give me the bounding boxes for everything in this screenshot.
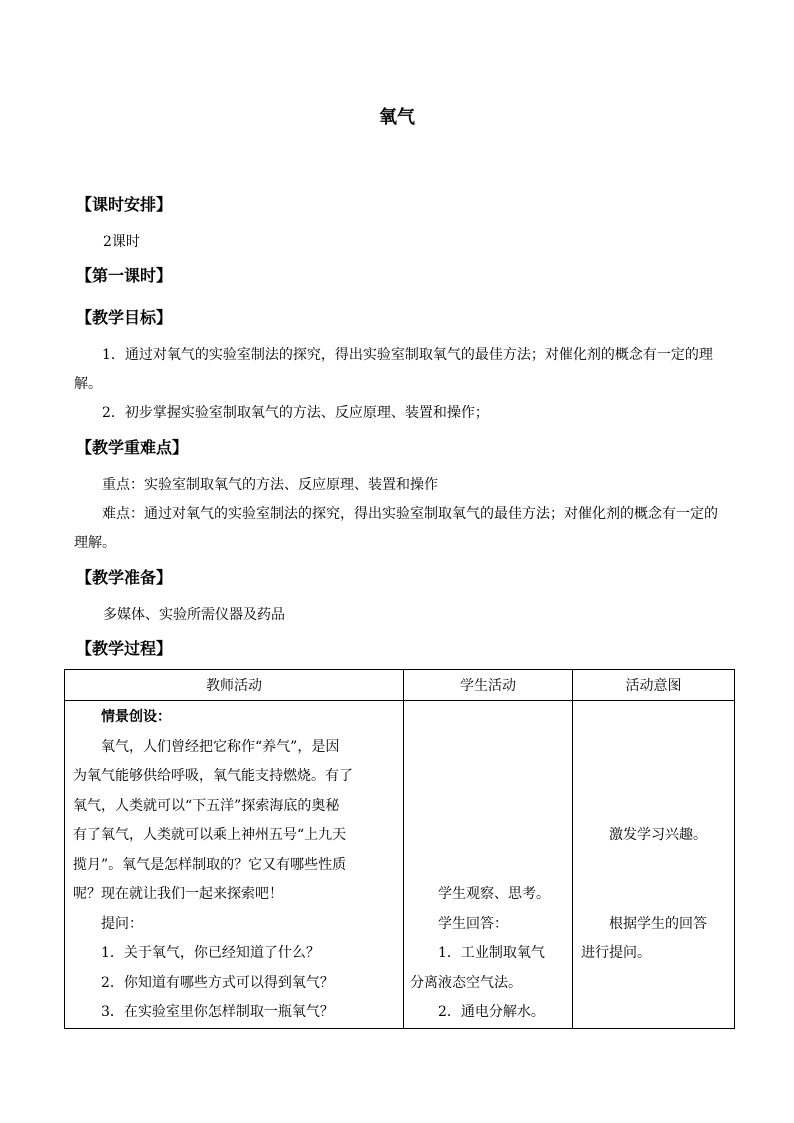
- spacer: [410, 703, 570, 880]
- spacer: [581, 703, 730, 821]
- scene-line: 有了氧气，人类就可以乘上神州五号“上九天: [73, 827, 347, 843]
- key-points-heading: 【教学重难点】: [76, 438, 189, 457]
- spacer: [581, 851, 730, 910]
- schedule-text: 2课时: [103, 234, 140, 250]
- scene-line: 揽月”。氧气是怎样制取的？它又有哪些性质: [73, 856, 347, 873]
- scene-label: 情景创设：: [101, 709, 171, 725]
- header-student: 学生活动: [404, 670, 573, 701]
- question-item: 1．关于氧气，你已经知道了什么？: [101, 945, 320, 961]
- page-title: 氧气: [379, 107, 415, 128]
- student-observe: 学生观察、思考。: [438, 886, 550, 902]
- difficult-point: 难点：通过对氧气的实验室制法的探究，得出实验室制取氧气的最佳方法；对催化剂的概念有一定的理解。: [74, 506, 718, 551]
- goal-item-1: 1．通过对氧气的实验室制法的探究，得出实验室制取氧气的最佳方法；对催化剂的概念有一定的理解。: [74, 347, 713, 392]
- intent-interest: 激发学习兴趣。: [609, 827, 707, 843]
- key-points: [74, 471, 722, 558]
- intent-ask-2: 进行提问。: [581, 945, 651, 961]
- intent-ask-1: 根据学生的回答: [609, 915, 707, 932]
- first-lesson-heading: 【第一课时】: [76, 266, 173, 285]
- student-answer-1: 1．工业制取氧气: [438, 945, 545, 961]
- question-item: 2．你知道有哪些方式可以得到氧气？: [101, 974, 334, 991]
- goals-heading: 【教学目标】: [76, 308, 173, 327]
- schedule-heading: 【课时安排】: [76, 195, 173, 214]
- process-table: [64, 669, 735, 1029]
- scene-line: 氧气，人们曾经把它称作“养气”，是因: [101, 738, 340, 755]
- student-answer-2: 2．通电分解水。: [438, 1004, 545, 1020]
- header-intent: 活动意图: [573, 670, 735, 701]
- prep-heading: 【教学准备】: [76, 568, 173, 587]
- table-row: [65, 701, 735, 1029]
- student-answer-label: 学生回答：: [438, 915, 508, 932]
- prep-text: 多媒体、实验所需仪器及药品: [103, 607, 285, 623]
- question-item: 3．在实验室里你怎样制取一瓶氧气？: [101, 1004, 334, 1020]
- scene-line: 为氧气能够供给呼吸，氧气能支持燃烧。有了: [73, 768, 353, 784]
- table-header-row: [65, 670, 735, 701]
- scene-line: 氧气，人类就可以“下五洋”探索海底的奥秘: [73, 797, 340, 814]
- student-activity-cell: [404, 701, 573, 1029]
- student-answer-1-cont: 分离液态空气法。: [410, 974, 522, 991]
- process-heading: 【教学过程】: [76, 639, 173, 658]
- teacher-activity-cell: [65, 701, 404, 1029]
- goal-item-2: 2．初步掌握实验室制取氧气的方法、反应原理、装置和操作；: [102, 405, 489, 421]
- header-teacher: 教师活动: [65, 670, 404, 701]
- intent-cell: [573, 701, 735, 1029]
- ask-label: 提问：: [101, 915, 143, 932]
- key-point: 重点：实验室制取氧气的方法、反应原理、装置和操作: [102, 477, 438, 493]
- scene-line: 呢？现在就让我们一起来探索吧！: [73, 886, 283, 902]
- goals-list: [74, 341, 722, 428]
